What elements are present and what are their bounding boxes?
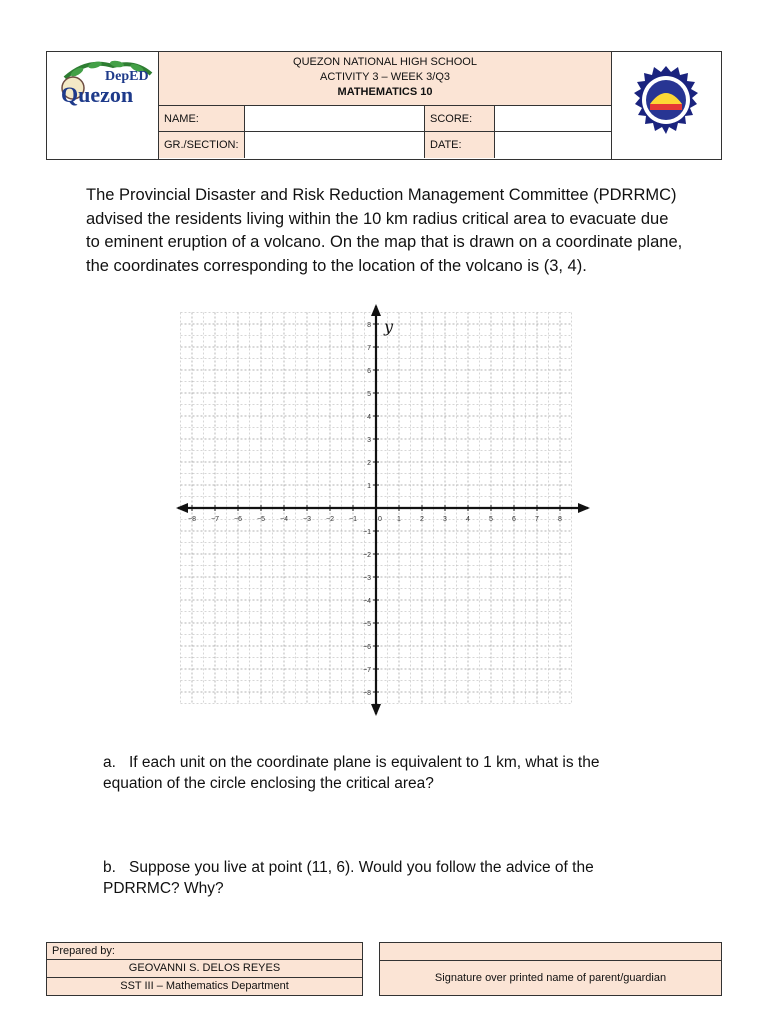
school-name: QUEZON NATIONAL HIGH SCHOOL	[293, 56, 477, 68]
x-tick-label: −1	[349, 516, 357, 523]
y-tick-label: −7	[363, 667, 371, 674]
y-tick-label: 7	[367, 345, 371, 352]
question-b	[103, 857, 663, 899]
x-tick-label: −5	[257, 516, 265, 523]
question-a-marker: a.	[103, 754, 116, 771]
y-tick-label: −5	[363, 621, 371, 628]
section-date-row	[159, 132, 611, 158]
signature-label: Signature over printed name of parent/guardian	[434, 972, 667, 984]
name-field[interactable]	[245, 106, 425, 131]
x-axis-right-arrow	[578, 503, 590, 513]
worksheet-header	[46, 51, 722, 160]
x-tick-label: −8	[188, 516, 196, 523]
score-field[interactable]	[495, 106, 611, 131]
y-tick-label: −3	[363, 575, 371, 582]
activity-label: ACTIVITY 3 – WEEK 3/Q3	[319, 71, 450, 83]
date-label: DATE:	[425, 132, 495, 158]
parent-signature-box	[379, 942, 722, 996]
x-tick-label: −4	[280, 516, 288, 523]
y-tick-label: −8	[363, 690, 371, 697]
y-tick-label: 1	[367, 483, 371, 490]
question-b-text: Suppose you live at point (11, 6). Would you follow the advice of the PDRRMC? Why?	[103, 859, 594, 897]
question-a	[103, 752, 663, 794]
coordinate-plane	[170, 300, 600, 720]
section-label: GR./SECTION:	[159, 132, 245, 158]
y-axis-top-arrow	[371, 304, 381, 316]
y-tick-label: −2	[363, 552, 371, 559]
y-tick-label: −1	[363, 529, 371, 536]
y-tick-label: 3	[367, 437, 371, 444]
subject-label: MATHEMATICS 10	[337, 86, 433, 98]
prepared-by-box	[46, 942, 363, 996]
x-tick-label: 0	[378, 516, 382, 523]
x-axis-left-arrow	[176, 503, 188, 513]
y-tick-label: 5	[367, 391, 371, 398]
x-tick-label: 6	[512, 516, 516, 523]
author-position: SST III – Mathematics Department	[47, 978, 362, 995]
question-a-text: If each unit on the coordinate plane is equivalent to 1 km, what is the equation of the circle enclosing the critical area?	[103, 754, 600, 792]
x-tick-label: 7	[535, 516, 539, 523]
y-tick-label: −6	[363, 644, 371, 651]
x-tick-label: 3	[443, 516, 447, 523]
svg-text:DepED: DepED	[105, 69, 149, 84]
x-tick-label: 2	[420, 516, 424, 523]
y-tick-label: 6	[367, 368, 371, 375]
y-tick-label: 8	[367, 322, 371, 329]
name-label: NAME:	[159, 106, 245, 131]
score-label: SCORE:	[425, 106, 495, 131]
signature-line[interactable]	[380, 943, 721, 961]
y-axis-bottom-arrow	[371, 704, 381, 716]
prepared-by-label: Prepared by:	[47, 943, 362, 960]
x-tick-label: 4	[466, 516, 470, 523]
deped-quezon-logo	[47, 52, 159, 159]
y-tick-label: 2	[367, 460, 371, 467]
y-tick-label: 4	[367, 414, 371, 421]
date-field[interactable]	[495, 132, 611, 158]
x-tick-label: −7	[211, 516, 219, 523]
y-axis-label: y	[384, 317, 394, 336]
x-tick-label: 1	[397, 516, 401, 523]
svg-text:Quezon: Quezon	[61, 82, 134, 107]
school-seal-logo	[611, 52, 721, 159]
author-name: GEOVANNI S. DELOS REYES	[47, 960, 362, 977]
question-b-marker: b.	[103, 859, 116, 876]
section-field[interactable]	[245, 132, 425, 158]
x-tick-label: −6	[234, 516, 242, 523]
x-tick-label: 5	[489, 516, 493, 523]
school-title-block	[159, 52, 611, 106]
x-tick-label: −2	[326, 516, 334, 523]
x-tick-label: 8	[558, 516, 562, 523]
problem-statement: The Provincial Disaster and Risk Reduction Management Committee (PDRRMC) advised the residents living within the 10 km radius critical area to evacuate due to eminent eruption of a volcano. On the map that is drawn on a coordinate plane, the coordinates corresponding to the location of the volcano is (3, 4).	[86, 186, 683, 275]
x-tick-label: −3	[303, 516, 311, 523]
y-tick-label: −4	[363, 598, 371, 605]
name-score-row	[159, 106, 611, 132]
